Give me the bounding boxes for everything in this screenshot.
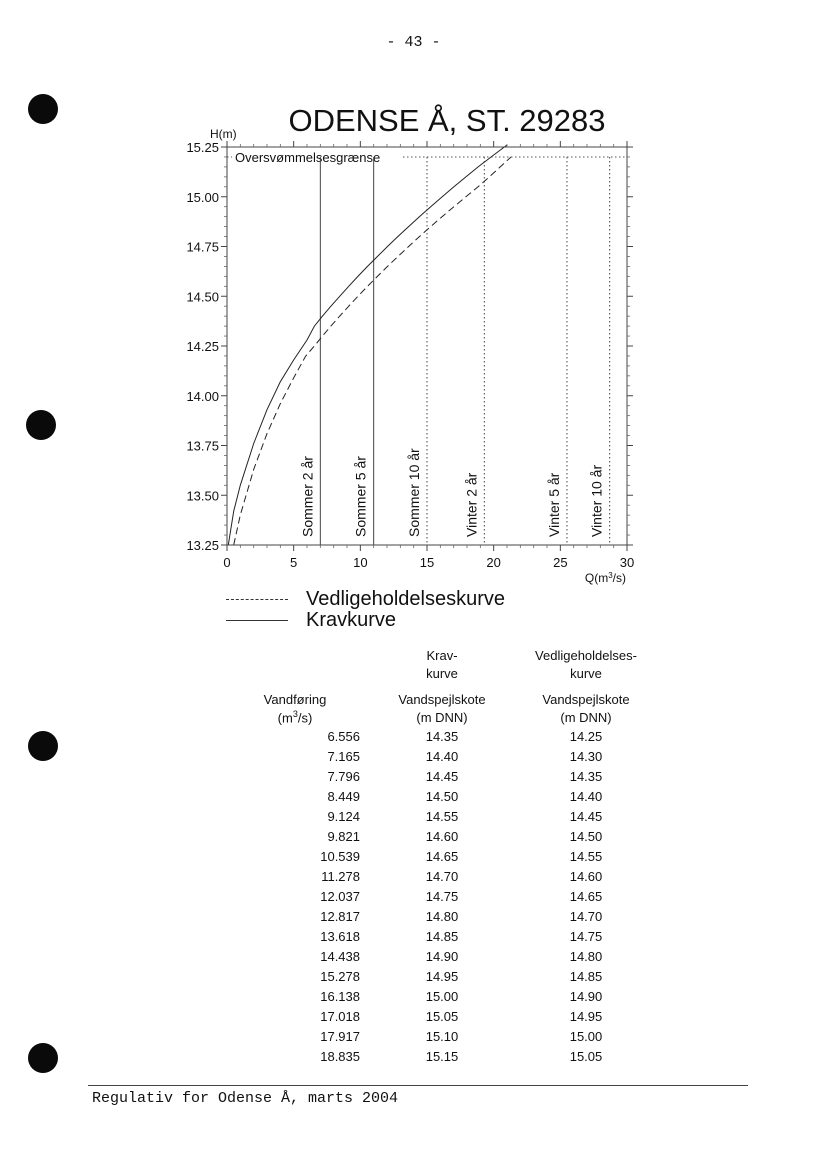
discharge-table — [230, 646, 660, 1066]
y-tick-label: 14.00 — [186, 388, 219, 404]
table-cell: 15.15 — [425, 1048, 459, 1064]
table-cell: 14.90 — [569, 988, 603, 1004]
punch-hole — [28, 1043, 58, 1073]
table-row — [230, 906, 660, 926]
table-row — [230, 1026, 660, 1046]
table-cell: 14.95 — [425, 968, 459, 984]
table-row — [230, 966, 660, 986]
table-header-row — [230, 708, 660, 726]
table-header-row — [230, 664, 660, 682]
table-cell: 14.40 — [425, 748, 459, 764]
legend-label: Kravkurve — [306, 609, 397, 631]
x-tick-label: 20 — [486, 555, 501, 570]
table-cell: 14.50 — [425, 788, 459, 804]
y-tick-label: 14.50 — [186, 289, 219, 305]
table-row — [230, 1046, 660, 1066]
table-cell: 14.75 — [569, 928, 603, 944]
table-header-cell: $(m^3/s)$ — [277, 708, 313, 726]
table-cell: 14.30 — [569, 748, 603, 764]
table-header-cell: Vandspejlskote — [542, 691, 630, 707]
table-cell: 14.35 — [569, 768, 603, 784]
table-cell: 9.821 — [327, 828, 360, 844]
x-axis-label: $Q(m^3/s)$ — [584, 571, 626, 585]
table-cell: 14.35 — [425, 728, 459, 744]
table-cell: 15.00 — [425, 988, 459, 1004]
table-cell: 14.95 — [569, 1008, 603, 1024]
reference-flow-label: Sommer 10 år — [406, 448, 422, 537]
table-header-cell: (m DNN) — [416, 709, 468, 725]
flood-limit-label: Oversvømmelsesgrænse — [235, 149, 381, 165]
y-axis-label: H(m) — [210, 127, 237, 141]
legend-swatch-solid — [226, 620, 288, 621]
x-tick-label: 10 — [353, 555, 368, 570]
table-cell: 12.817 — [320, 908, 360, 924]
y-tick-label: 13.25 — [186, 538, 219, 553]
table-cell: 14.85 — [425, 928, 459, 944]
table-cell: 14.45 — [425, 768, 459, 784]
table-cell: 15.05 — [569, 1048, 603, 1064]
table-header-cell: kurve — [570, 665, 602, 681]
y-tick-label: 13.75 — [186, 438, 219, 454]
reference-flow-label: Vinter 2 år — [463, 472, 480, 537]
x-tick-label: 15 — [419, 555, 435, 570]
table-cell: 14.60 — [569, 868, 603, 884]
page-number: - 43 - — [386, 34, 441, 51]
table-cell: 15.00 — [569, 1028, 603, 1044]
table-header-cell: Vandføring — [263, 691, 327, 707]
table-row — [230, 846, 660, 866]
table-cell: 14.80 — [569, 948, 603, 964]
reference-flow-label: Vinter 10 år — [588, 464, 605, 537]
legend-item-vedligeholdelseskurve — [226, 588, 505, 611]
table-row — [230, 1006, 660, 1026]
table-row — [230, 726, 660, 746]
table-cell: 14.70 — [569, 908, 603, 924]
table-cell: 17.018 — [320, 1008, 360, 1024]
table-cell: 15.10 — [425, 1028, 459, 1044]
footer-rule — [88, 1085, 748, 1086]
y-tick-label: 14.25 — [186, 339, 219, 354]
table-row — [230, 746, 660, 766]
table-cell: 12.037 — [320, 888, 360, 904]
table-cell: 6.556 — [327, 728, 360, 744]
table-cell: 14.438 — [320, 948, 360, 964]
table-cell: 7.796 — [327, 768, 360, 784]
table-header-cell — [230, 646, 372, 664]
table-cell: 14.85 — [569, 968, 603, 984]
table-cell: 14.50 — [569, 828, 603, 844]
y-tick-label: 14.75 — [186, 239, 219, 255]
reference-flow-label: Vinter 5 år — [546, 472, 562, 537]
table-header-row — [230, 646, 660, 664]
table-cell: 14.75 — [425, 888, 459, 904]
table-header-cell — [230, 664, 372, 682]
y-tick-label: 13.50 — [186, 488, 219, 504]
table-cell: 18.835 — [320, 1048, 360, 1064]
x-tick-label: 5 — [290, 555, 298, 570]
table-cell: 14.65 — [569, 888, 603, 904]
table-header-cell: (m DNN) — [560, 709, 612, 725]
table-cell: 14.25 — [569, 728, 603, 744]
table-header-cell: kurve — [426, 665, 458, 681]
table-row — [230, 826, 660, 846]
reference-flow-label: Sommer 5 år — [352, 456, 369, 537]
table-header-cell: Vandspejlskote — [398, 691, 486, 707]
table-cell: 14.45 — [569, 808, 603, 824]
table-cell: 11.278 — [321, 868, 360, 884]
table-header-row — [230, 682, 660, 708]
chart-title: ODENSE Å, ST. 29283 — [288, 103, 606, 138]
reference-flow-label: Sommer 2 år — [299, 456, 316, 537]
table-row — [230, 986, 660, 1006]
table-cell: 14.55 — [425, 808, 459, 824]
table-row — [230, 766, 660, 786]
table-row — [230, 866, 660, 886]
table-row — [230, 946, 660, 966]
table-cell: 9.124 — [327, 808, 360, 824]
table-cell: 14.60 — [425, 828, 459, 844]
table-cell: 15.278 — [320, 968, 360, 984]
table-header-cell: Vedligeholdelses- — [535, 647, 637, 663]
x-tick-label: 25 — [553, 555, 568, 570]
y-tick-label: 15.25 — [186, 140, 219, 155]
legend-label: Vedligeholdelseskurve — [306, 588, 506, 610]
table-cell: 8.449 — [327, 788, 360, 804]
table-cell: 16.138 — [320, 988, 360, 1004]
table-cell: 10.539 — [320, 848, 360, 864]
x-tick-label: 0 — [223, 555, 231, 570]
table-cell: 15.05 — [425, 1008, 459, 1024]
table-cell: 14.65 — [425, 848, 459, 864]
table-cell: 14.90 — [425, 948, 459, 964]
table-row — [230, 926, 660, 946]
table-cell: 13.618 — [320, 928, 360, 944]
table-row — [230, 806, 660, 826]
table-row — [230, 786, 660, 806]
table-row — [230, 886, 660, 906]
punch-hole — [28, 731, 58, 761]
table-cell: 17.917 — [320, 1028, 360, 1044]
table-cell: 14.80 — [425, 908, 459, 924]
table-header-cell: Krav- — [426, 647, 458, 663]
legend-swatch-dashed — [226, 599, 288, 600]
table-cell: 14.70 — [425, 868, 459, 884]
footer-text: Regulativ for Odense Å, marts 2004 — [92, 1090, 399, 1107]
y-tick-label: 15.00 — [186, 189, 219, 205]
table-cell: 14.55 — [569, 848, 603, 864]
table-cell: 14.40 — [569, 788, 603, 804]
table-cell: 7.165 — [327, 748, 360, 764]
legend-item-kravkurve — [226, 609, 396, 632]
x-tick-label: 30 — [619, 555, 635, 570]
